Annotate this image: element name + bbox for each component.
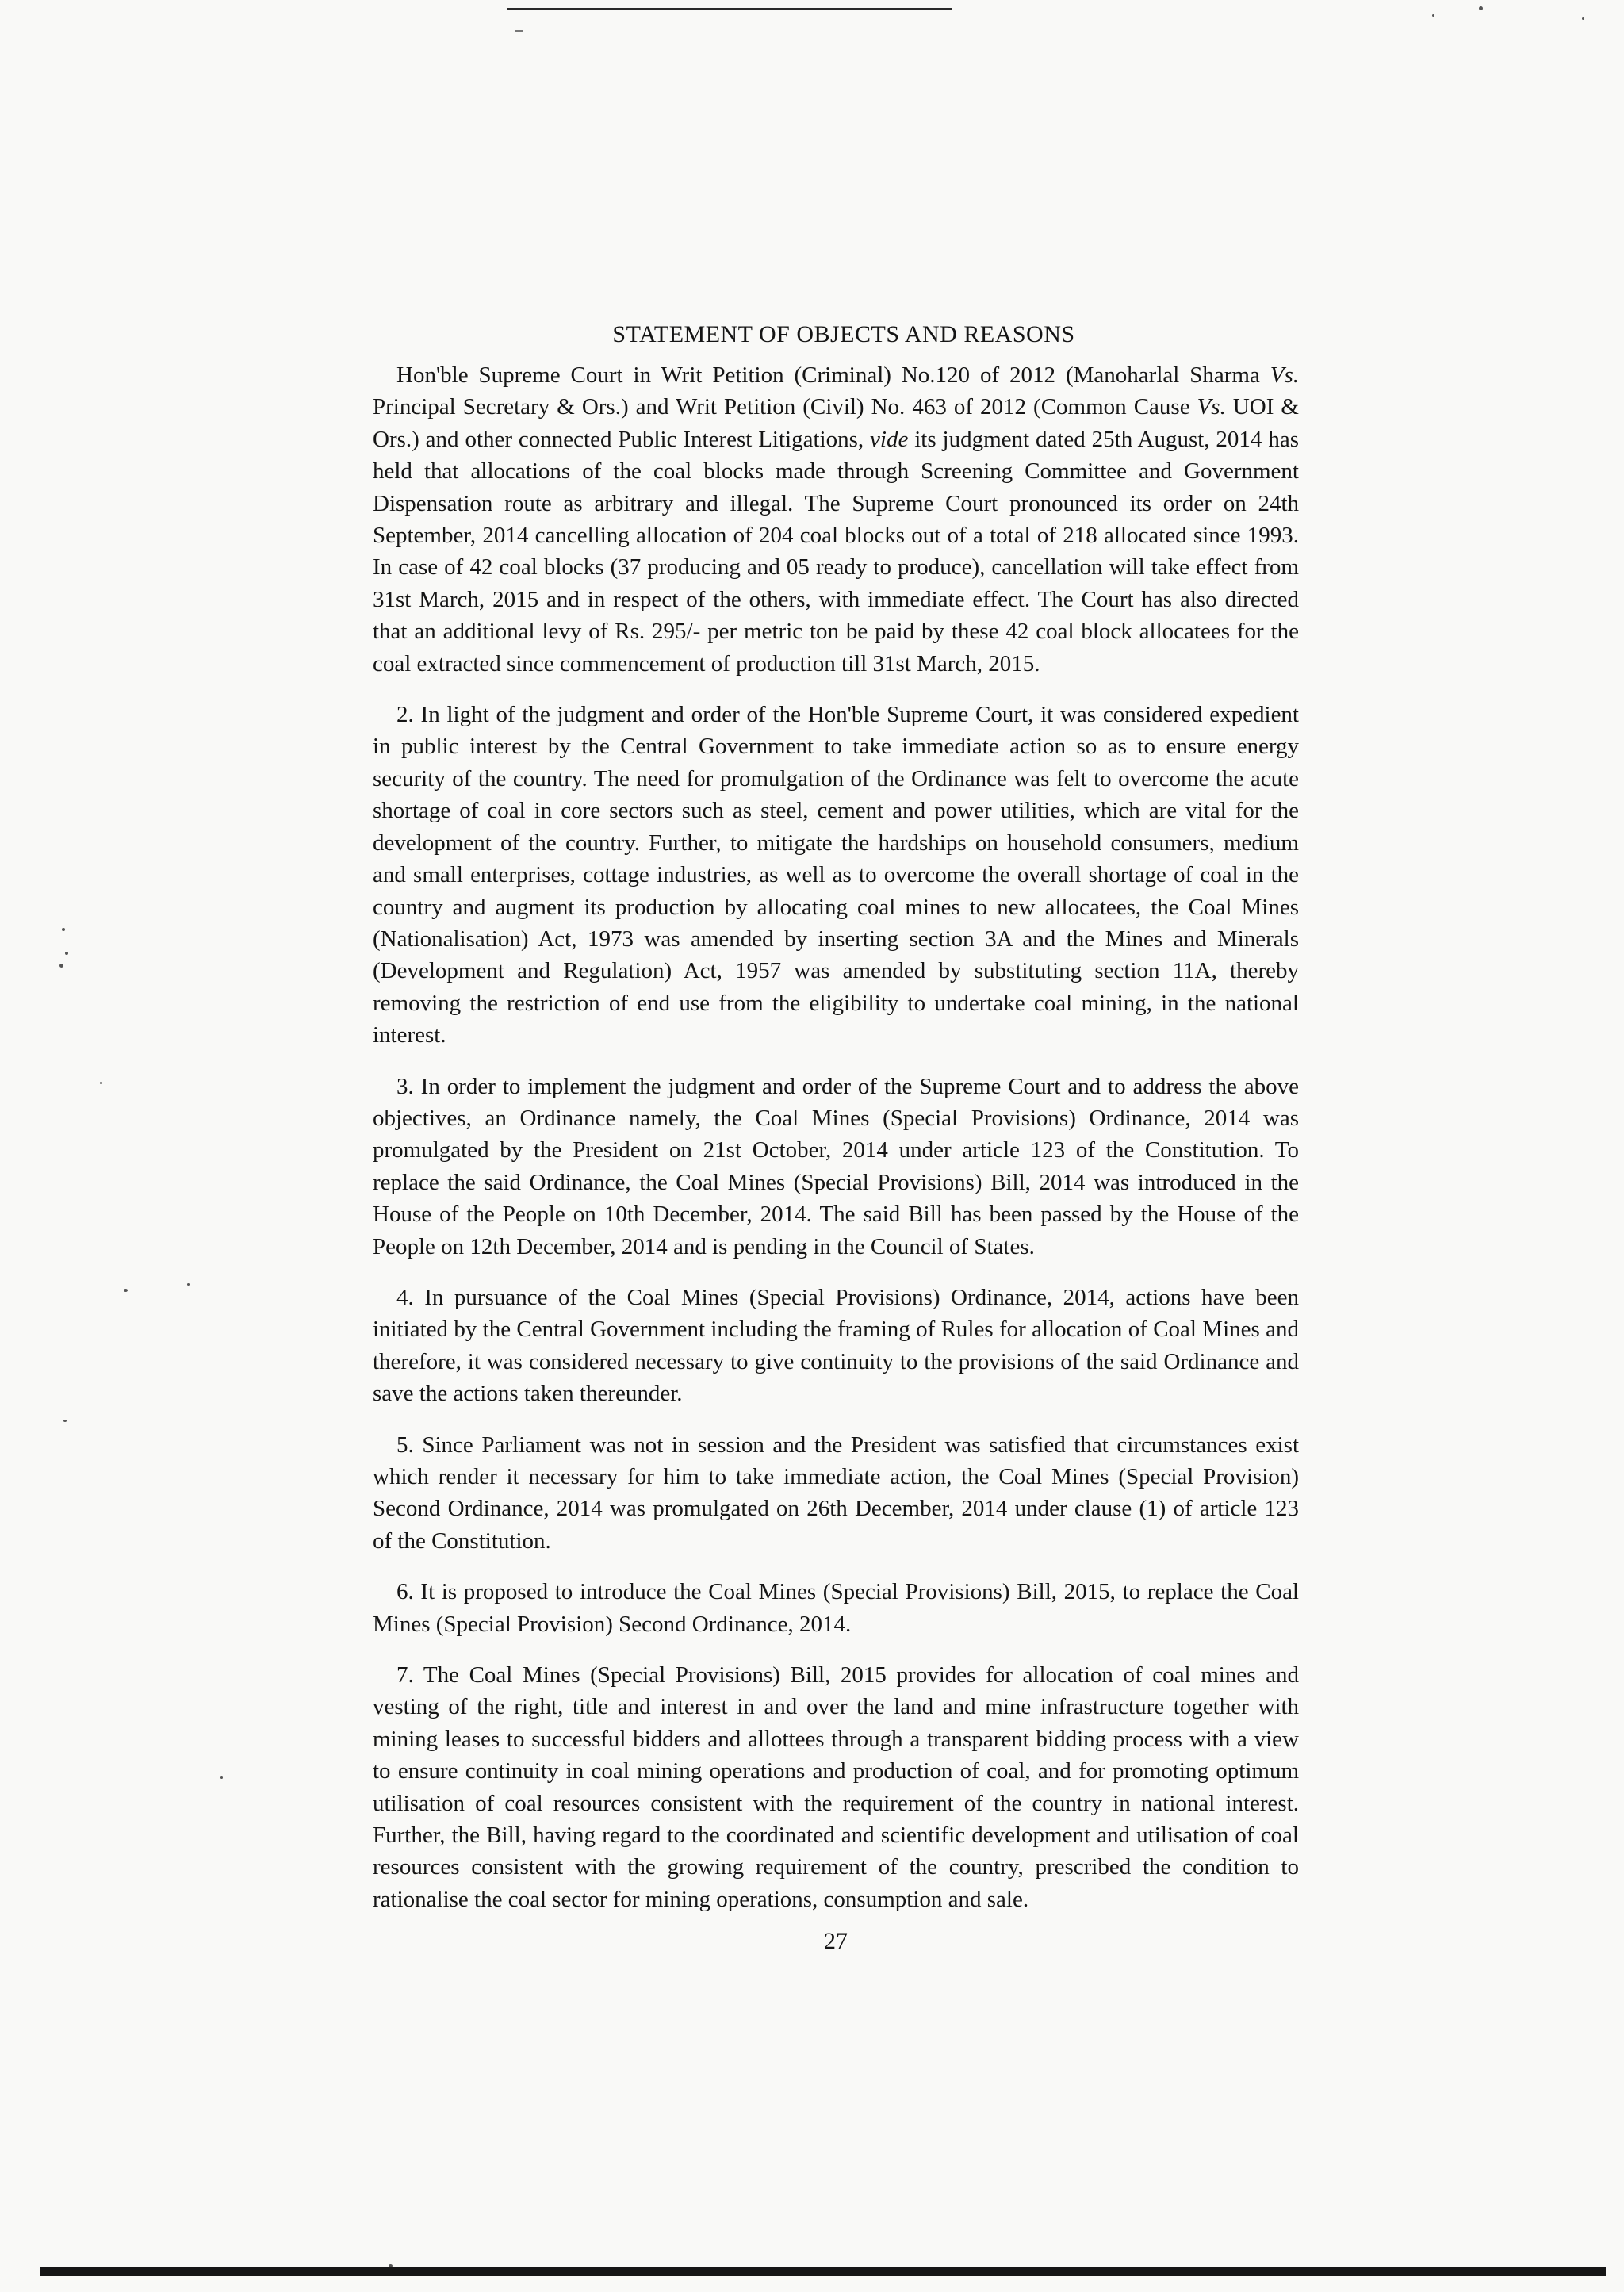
paragraph-4: 4. In pursuance of the Coal Mines (Special Provisions) Ordinance, 2014, actions have been initiated by the Central Government including the framing of Rules for allocation of Coal Mines and therefore, it was considered necessary to give continuity to the provisions of the said Ordinance and save the actions taken thereunder. <box>373 1284 1299 1407</box>
top-scan-mark <box>515 30 523 32</box>
page-number: 27 <box>824 1928 848 1955</box>
scan-speck <box>62 928 65 931</box>
document-page <box>373 321 1299 1955</box>
vide-word: vide <box>870 426 909 452</box>
scan-speck <box>1479 6 1483 10</box>
paragraph-1-part-1: Hon'ble Supreme Court in Writ Petition (Criminal) No.120 of 2012 (Manoharlal Sharma <box>396 362 1270 388</box>
scan-speck <box>65 952 68 955</box>
scan-speck <box>1582 17 1584 20</box>
paragraph-5: 5. Since Parliament was not in session and the President was satisfied that circumstances exist which render it necessary for him to take immediate action, the Coal Mines (Special Provision) Second Ordinance, 2014 was promulgated on 26th December, 2014 under clause (1) of article 123 of the Constitution. <box>373 1432 1299 1554</box>
paragraph-7: 7. The Coal Mines (Special Provisions) Bill, 2015 provides for allocation of coal mines and vesting of the right, title and interest in and over the land and mine infrastructure together with mining leases to successful bidders and allottees through a transparent bidding process with a view to ensure continuity in coal mining operations and production of coal, and for promoting optimum utilisation of coal resources consistent with the requirement of the country in national interest. Further, the Bill, having regard to the coordinated and scientific development and utilisation of coal resources consistent with the growing requirement of the country, prescribed the condition to rationalise the coal sector for mining operations, consumption and sale. <box>373 1662 1299 1912</box>
scan-speck <box>100 1082 102 1084</box>
paragraph-2: 2. In light of the judgment and order of the Hon'ble Supreme Court, it was considered expedient in public interest by the Central Government to take immediate action so as to ensure energy security of the country. The need for promulgation of the Ordinance was felt to overcome the acute shortage of coal in core sectors such as steel, cement and power utilities, which are vital for the development of the country. Further, to mitigate the hardships on household consumers, medium and small enterprises, cottage industries, as well as to overcome the overall shortage of coal in the country and augment its production by allocating coal mines to new allocatees, the Coal Mines (Nationalisation) Act, 1973 was amended by inserting section 3A and the Mines and Minerals (Development and Regulation) Act, 1957 was amended by substituting section 11A, thereby removing the restriction of end use from the eligibility to undertake coal mining, in the national interest. <box>373 702 1299 1048</box>
scan-speck <box>187 1283 190 1286</box>
scan-speck <box>59 964 63 968</box>
scan-speck <box>1432 14 1434 17</box>
versus-abbreviation: Vs. <box>1197 394 1226 420</box>
scan-speck <box>63 1420 67 1422</box>
paragraph-1-part-4: its judgment dated 25th August, 2014 has held that allocations of the coal blocks made through Screening Committee and Government Dispensation route as arbitrary and illegal. The Supreme Court pronounced its order on 24th September, 2014 cancelling allocation of 204 coal blocks out of a total of 218 allocated since 1993. In case of 42 coal blocks (37 producing and 05 ready to produce), cancellation will take effect from 31st March, 2015 and in respect of the others, with immediate effect. The Court has also directed that an additional levy of Rs. 295/- per metric ton be paid by these 42 coal block allocatees for the coal extracted since commencement of production till 31st March, 2015. <box>373 426 1299 676</box>
paragraph-6: 6. It is proposed to introduce the Coal Mines (Special Provisions) Bill, 2015, to replace the Coal Mines (Special Provision) Second Ordinance, 2014. <box>373 1579 1299 1637</box>
paragraph-3: 3. In order to implement the judgment and order of the Supreme Court and to address the above objectives, an Ordinance namely, the Coal Mines (Special Provisions) Ordinance, 2014 was promulgated by the President on 21st October, 2014 under article 123 of the Constitution. To replace the said Ordinance, the Coal Mines (Special Provisions) Bill, 2014 was introduced in the House of the People on 10th December, 2014. The said Bill has been passed by the House of the People on 12th December, 2014 and is pending in the Council of States. <box>373 1073 1299 1259</box>
top-scan-line <box>508 8 952 10</box>
scan-speck <box>124 1289 128 1292</box>
document-title: STATEMENT OF OBJECTS AND REASONS <box>612 321 1075 347</box>
paragraph-1 <box>373 359 1299 680</box>
bottom-scan-border <box>40 2267 1606 2276</box>
scan-speck <box>220 1776 223 1779</box>
versus-abbreviation: Vs. <box>1270 362 1299 388</box>
paragraph-1-part-2: Principal Secretary & Ors.) and Writ Petition (Civil) No. 463 of 2012 (Common Cause <box>373 394 1197 420</box>
paragraph-1-part-3: UOI & Ors.) and other connected Public Interest Litigations, <box>373 394 1299 452</box>
